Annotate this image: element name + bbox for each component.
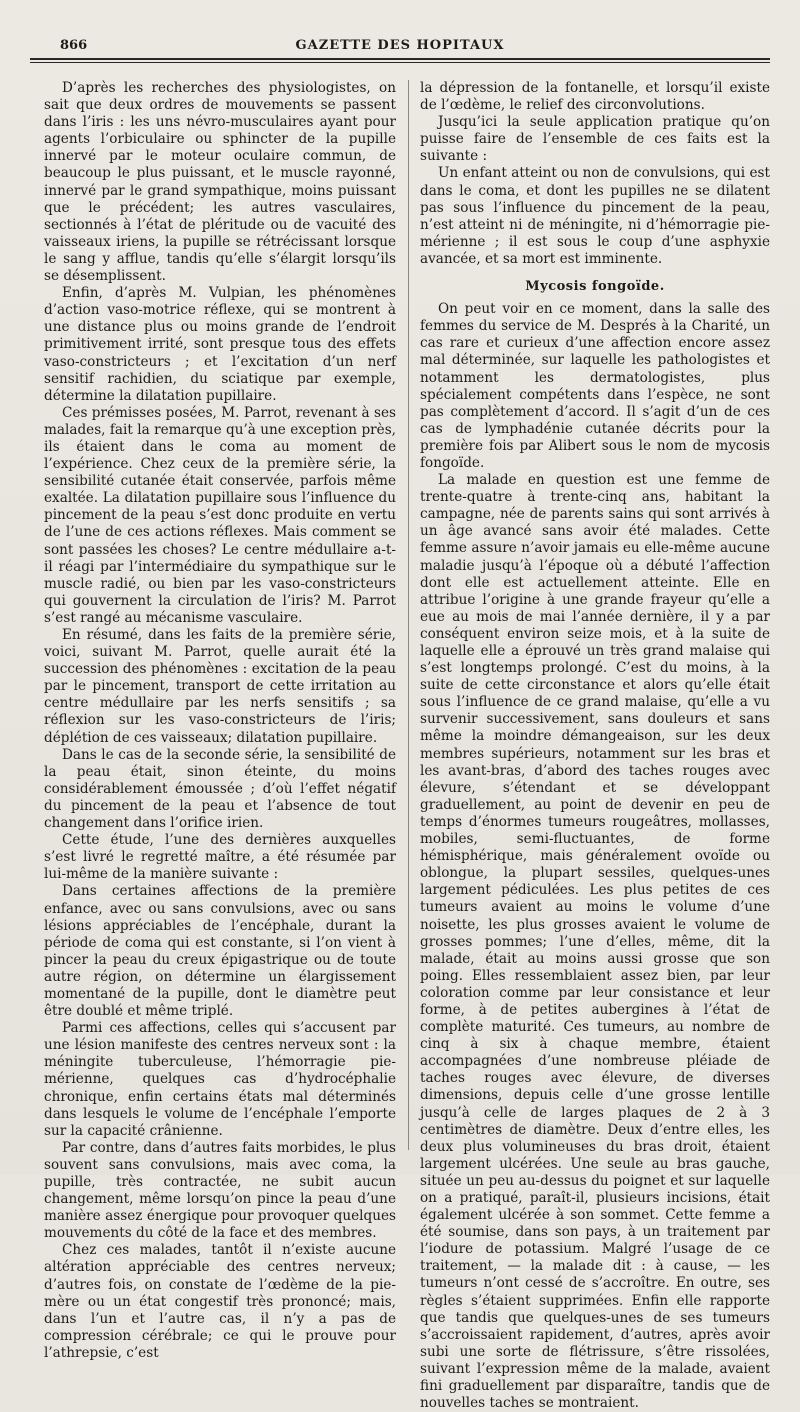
paragraph: Parmi ces affections, celles qui s’accusent par une lésion manifeste des centres nerveux sont : la méningite tuberculeuse, l’hémorragie pie-mérienne, quelques cas d’hydrocéphalie chronique, enfin certains états mal déterminés dans lesquels le volume de l’encéphale l’emporte sur la capacité crânienne. [44,1020,396,1139]
journal-title: GAZETTE DES HOPITAUX [295,38,505,53]
paragraph: la dépression de la fontanelle, et lorsqu’il existe de l’œdème, le relief des circonvolutions. [420,80,770,114]
paragraph: Par contre, dans d’autres faits morbides, le plus souvent sans convulsions, mais avec coma, la pupille, très contractée, ne subit aucun changement, même lorsqu’on pince la peau d’une manière assez énergique pour provoquer quelques mouvements du côté de la face et des membres. [44,1139,396,1242]
page-number: 866 [60,38,88,53]
column-divider [408,80,409,1150]
paragraph: Chez ces malades, tantôt il n’existe aucune altération appréciable des centres nerveux; d’autres fois, on constate de l’œdème de la pie-mère ou un état congestif très prononcé; mais, dans l’un et l’autre cas, il n’y a pas de compression cérébrale; ce qui le prouve pour l’athrepsie, c’est [44,1242,396,1361]
section-title: Mycosis fongoïde. [525,279,665,295]
paragraph: La malade en question est une femme de trente-quatre à trente-cinq ans, habitant la campagne, née de parents sains qui sont arrivés à un âge avancé sans avoir été malades. Cette femme assure n’avoir jamais eu elle-même aucune maladie jusqu’à l’époque où a débuté l’affection dont elle est actuellement atteinte. Elle en attribue l’origine à une grande frayeur qu’elle a eue au mois de mai l’année dernière, il y a par conséquent environ seize mois, et à la suite de laquelle elle a éprouvé un très grand malaise qui s’est longtemps prolongé. C’est du moins, à la suite de cette circonstance et alors qu’elle était sous l’influence de ce grand malaise, qu’elle a vu survenir successivement, sans douleurs et sans même la moindre démangeaison, sur les deux membres supérieurs, notamment sur les bras et les avant-bras, d’abord des taches rouges avec élevure, s’étendant et se développant graduellement, au point de devenir en peu de temps d’énormes tumeurs rougeâtres, mollasses, mobiles, semi-fluctuantes, de forme hémisphérique, mais généralement ovoïde ou oblongue, la plupart sessiles, quelques-unes largement pédiculées. Les plus petites de ces tumeurs avaient au moins le volume d’une noisette, les plus grosses avaient le volume de grosses pommes; l’une d’elles, même, dit la malade, était au moins aussi grosse que son poing. Elles ressemblaient assez bien, par leur coloration comme par leur consistance et leur forme, à de petites aubergines à l’état de complète maturité. Ces tumeurs, au nombre de cinq à six à chaque membre, étaient accompagnées d’une nombreuse pléiade de taches rouges avec élevure, de diverses dimensions, depuis celle d’une grosse lentille jusqu’à celle de larges plaques de 2 à 3 centimètres de diamètre. Deux d’entre elles, les deux plus volumineuses du bras droit, étaient largement ulcérées. Une seule au bras gauche, située un peu au-dessus du poignet et sur laquelle on a pratiqué, paraît-il, plusieurs incisions, était également ulcérée à son sommet. Cette femme a été soumise, dans son pays, à un traitement par l’iodure de potassium. Malgré l’usage de ce traitement, — la malade dit : à cause, — les tumeurs n’ont cessé de s’accroître. En outre, ses règles s’étaient supprimées. Enfin elle rapporte que tandis que quelques-unes de ses tumeurs s’accroissaient rapidement, d’autres, après avoir subi une sorte de flétrissure, s’être rissolées, suivant l’expression même de la malade, avaient fini graduellement par disparaître, tandis que de nouvelles taches se montraient. [420,472,770,1412]
paragraph: On peut voir en ce moment, dans la salle des femmes du service de M. Després à la Charité, un cas rare et curieux d’une affection encore assez mal déterminée, sur laquelle les pathologistes et notamment les dermatologistes, plus spécialement compétents dans l’espèce, ne sont pas complètement d’accord. Il s’agit d’un de ces cas de lymphadénie cutanée décrits pour la première fois par Alibert sous le nom de mycosis fongoïde. [420,301,770,471]
left-column [44,80,396,1361]
header-rule [30,58,770,63]
paragraph: En résumé, dans les faits de la première série, voici, suivant M. Parrot, quelle aurait été la succession des phénomènes : excitation de la peau par le pincement, transport de cette irritation au centre médullaire par les nerfs sensitifs ; sa réflexion sur les vaso-constricteurs de l’iris; déplétion de ces vaisseaux; dilatation pupillaire. [44,627,396,746]
right-column [420,80,770,1412]
paragraph: Cette étude, l’une des dernières auxquelles s’est livré le regretté maître, a été résumée par lui-même de la manière suivante : [44,832,396,883]
paragraph: Dans certaines affections de la première enfance, avec ou sans convulsions, avec ou sans lésions appréciables de l’encéphale, durant la période de coma qui est constante, si l’on vient à pincer la peau du creux épigastrique ou de toute autre région, on détermine un élargissement momentané de la pupille, dont le diamètre peut être doublé et même triplé. [44,883,396,1020]
paragraph: Ces prémisses posées, M. Parrot, revenant à ses malades, fait la remarque qu’à une exception près, ils étaient dans le coma au moment de l’expérience. Chez ceux de la première série, la sensibilité cutanée était conservée, parfois même exaltée. La dilatation pupillaire sous l’influence du pincement de la peau s’est donc produite en vertu de l’une de ces actions réflexes. Mais comment se sont passées les choses? Le centre médullaire a-t-il réagi par l’intermédiaire du sympathique sur le muscle radié, ou bien par les vaso-constricteurs qui gouvernent la circulation de l’iris? M. Parrot s’est rangé au mécanisme vasculaire. [44,404,396,626]
paragraph: Un enfant atteint ou non de convulsions, qui est dans le coma, et dont les pupilles ne se dilatent pas sous l’influence du pincement de la peau, n’est atteint ni de méningite, ni d’hémorragie pie-mérienne ; il est sous le coup d’une asphyxie avancée, et sa mort est imminente. [420,165,770,267]
paragraph: Jusqu’ici la seule application pratique qu’on puisse faire de l’ensemble de ces faits est la suivante : [420,114,770,165]
paragraph: Dans le cas de la seconde série, la sensibilité de la peau était, sinon éteinte, du moins considérablement émoussée ; d’où l’effet négatif du pincement de la peau et l’absence de tout changement dans l’orifice irien. [44,746,396,832]
paragraph: Enfin, d’après M. Vulpian, les phénomènes d’action vaso-motrice réflexe, qui se montrent à une distance plus ou moins grande de l’endroit primitivement irrité, sont presque tous des effets vaso-constricteurs ; et l’excitation d’un nerf sensitif rachidien, du sciatique par exemple, détermine la dilatation pupillaire. [44,285,396,404]
paragraph: D’après les recherches des physiologistes, on sait que deux ordres de mouvements se passent dans l’iris : les uns névro-musculaires ayant pour agents l’orbiculaire ou sphincter de la pupille innervé par le moteur oculaire commun, de beaucoup le plus puissant, et le muscle rayonné, innervé par le grand sympathique, moins puissant que le précédent; les autres vasculaires, sectionnés à l’état de pléritude ou de vacuité des vaisseaux iriens, la pupille se rétrécissant lorsque le sang y afflue, tandis qu’elle s’élargit lorsqu’ils se désemplissent. [44,80,396,285]
